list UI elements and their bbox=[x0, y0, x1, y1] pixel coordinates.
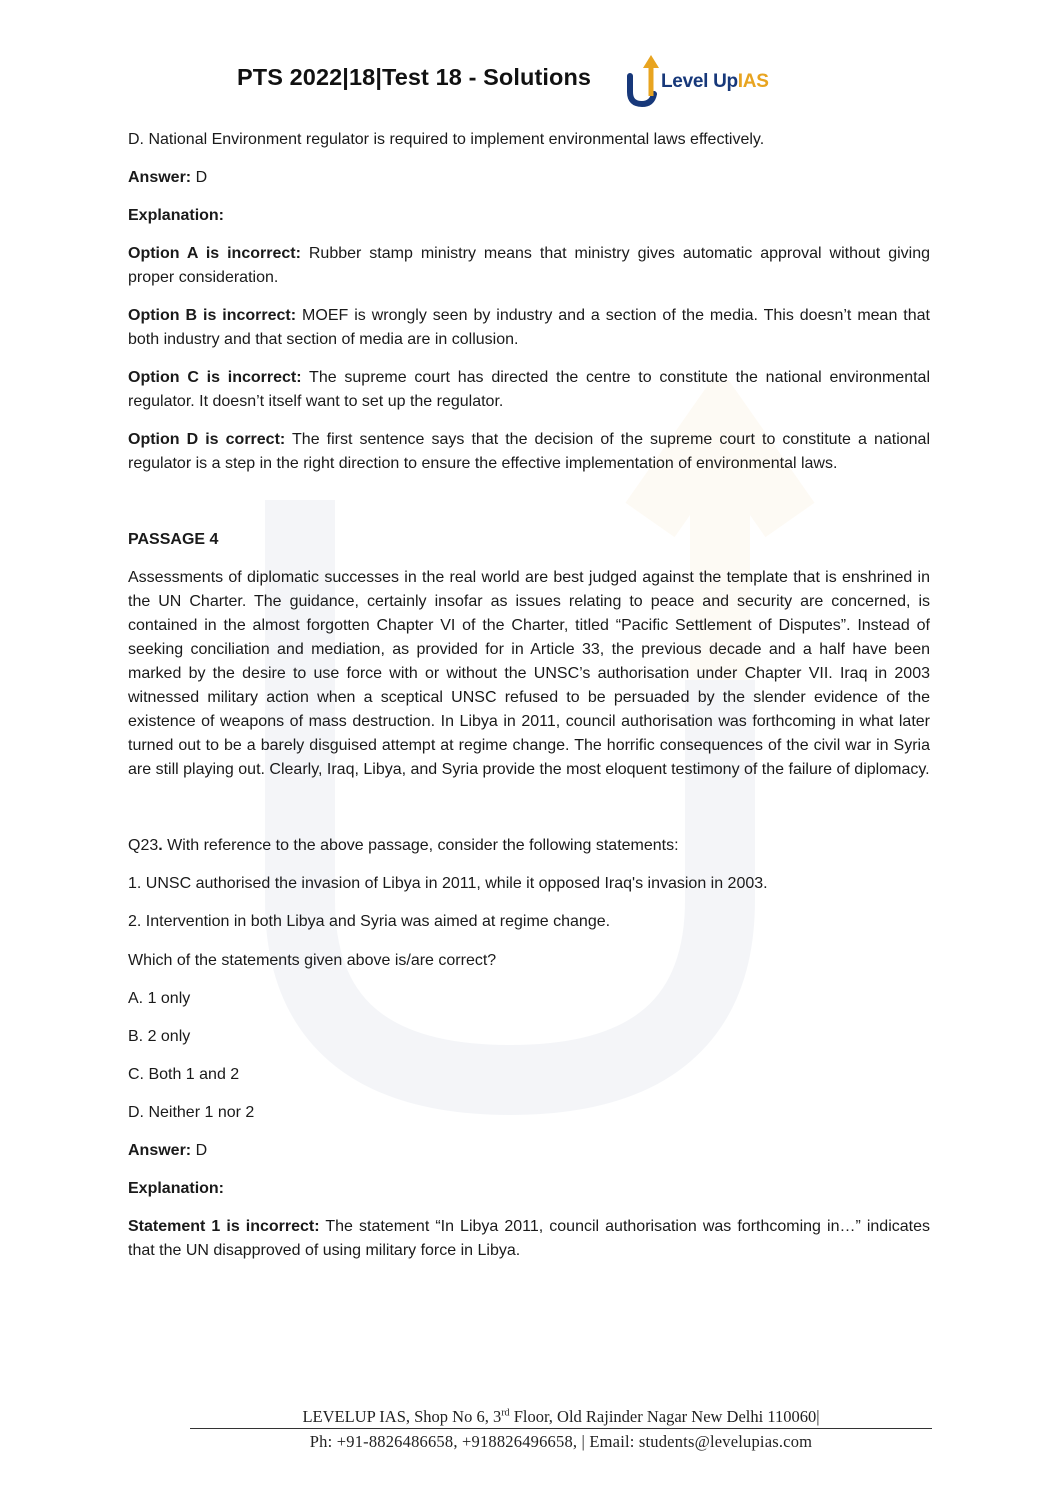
option-a-text: Rubber stamp ministry means that ministry gives automatic approval without giving proper consideration. bbox=[128, 245, 931, 286]
footer-divider bbox=[190, 1428, 932, 1429]
option-b-text: MOEF is wrongly seen by industry and a section of the media. This doesn’t mean that both industry and that section of media are in collusion. bbox=[128, 307, 930, 348]
footer-address bbox=[190, 1406, 932, 1428]
question-prompt: Which of the statements given above is/are correct? bbox=[128, 952, 497, 969]
answer-line-1 bbox=[128, 166, 930, 190]
logo-wordmark bbox=[661, 71, 769, 93]
explanation-label: Explanation: bbox=[128, 207, 225, 224]
option-b: B. 2 only bbox=[128, 1028, 191, 1045]
option-d-text: The first sentence says that the decision of the supreme court to constitute a national regulator is a step in the right direction to ensure the effective implementation of environmental laws. bbox=[128, 431, 930, 472]
statement-1: 1. UNSC authorised the invasion of Libya in 2011, while it opposed Iraq's invasion in 2003. bbox=[128, 875, 768, 892]
page-header bbox=[0, 52, 1058, 108]
levelup-logo-icon bbox=[625, 52, 661, 108]
question-number: Q23 bbox=[128, 837, 159, 854]
logo-text-main: Level Up bbox=[661, 71, 738, 92]
option-a: A. 1 only bbox=[128, 990, 191, 1007]
passage-body: Assessments of diplomatic successes in the real world are best judged against the template that is enshrined in the UN Charter. The guidance, certainly insofar as issues relating to peace and security are concerned, is contained in the almost forgotten Chapter VI of the Charter, titled “Pacific Settlement of Disputes”. Instead of seeking conciliation and mediation, as provided for in Article 33, the previous decade and a half have been marked by the desire to use force with or without the UNSC’s authorisation under Chapter VII. Iraq in 2003 witnessed military action when a sceptical UNSC refused to be persuaded by the slender evidence of the existence of weapons of mass destruction. In Libya in 2011, council authorisation was forthcoming in what later turned out to be a barely disguised attempt at regime change. The horrific consequences of the civil war in Syria are still playing out. Clearly, Iraq, Libya, and Syria provide the most eloquent testimony of the failure of diplomacy. bbox=[128, 569, 930, 778]
explanation-heading-2 bbox=[128, 1177, 930, 1201]
answer-value: D bbox=[191, 169, 208, 186]
footer-address-a: LEVELUP IAS, Shop No 6, 3 bbox=[302, 1407, 502, 1426]
footer-address-b: Floor, Old Rajinder Nagar New Delhi 110060| bbox=[509, 1407, 820, 1426]
option-c-explanation bbox=[128, 366, 930, 414]
answer-value: D bbox=[191, 1142, 208, 1159]
answer-label: Answer: bbox=[128, 1142, 192, 1159]
statement-2: 2. Intervention in both Libya and Syria was aimed at regime change. bbox=[128, 913, 611, 930]
question-option-d: D. National Environment regulator is required to implement environmental laws effectively. bbox=[128, 131, 765, 148]
answer-label: Answer: bbox=[128, 169, 192, 186]
explanation-heading-1 bbox=[128, 204, 930, 228]
passage-heading-text: PASSAGE 4 bbox=[128, 531, 219, 548]
option-b-explanation bbox=[128, 304, 930, 352]
footer-address-sup: rd bbox=[501, 1407, 510, 1419]
option-a-explanation bbox=[128, 242, 930, 290]
answer-line-2 bbox=[128, 1139, 930, 1163]
option-d: D. Neither 1 nor 2 bbox=[128, 1104, 255, 1121]
option-a-label: Option A is incorrect: bbox=[128, 245, 301, 262]
option-c-label: Option C is incorrect: bbox=[128, 369, 302, 386]
logo-text-accent: IAS bbox=[737, 71, 769, 92]
option-b-label: Option B is incorrect: bbox=[128, 307, 297, 324]
passage-heading bbox=[128, 528, 930, 552]
question-dot: . bbox=[158, 837, 163, 854]
option-d-explanation bbox=[128, 428, 930, 476]
levelup-ias-logo bbox=[625, 52, 805, 108]
statement-1-label: Statement 1 is incorrect: bbox=[128, 1218, 320, 1235]
option-c: C. Both 1 and 2 bbox=[128, 1066, 240, 1083]
question-stem bbox=[128, 834, 930, 858]
page-content bbox=[128, 128, 930, 1263]
footer-contact: Ph: +91-8826486658, +918826496658, | Email: students@levelupias.com bbox=[309, 1432, 813, 1451]
page-footer bbox=[190, 1406, 932, 1453]
statement-1-explanation bbox=[128, 1215, 930, 1263]
document-title: PTS 2022|18|Test 18 - Solutions bbox=[237, 64, 592, 90]
explanation-label: Explanation: bbox=[128, 1180, 225, 1197]
option-d-label: Option D is correct: bbox=[128, 431, 286, 448]
question-stem-text: With reference to the above passage, consider the following statements: bbox=[162, 837, 679, 854]
statement-1-text: The statement “In Libya 2011, council authorisation was forthcoming in…” indicates that the UN disapproved of using military force in Libya. bbox=[128, 1218, 931, 1259]
option-c-text: The supreme court has directed the centre to constitute the national environmental regulator. It doesn’t itself want to set up the regulator. bbox=[128, 369, 930, 410]
